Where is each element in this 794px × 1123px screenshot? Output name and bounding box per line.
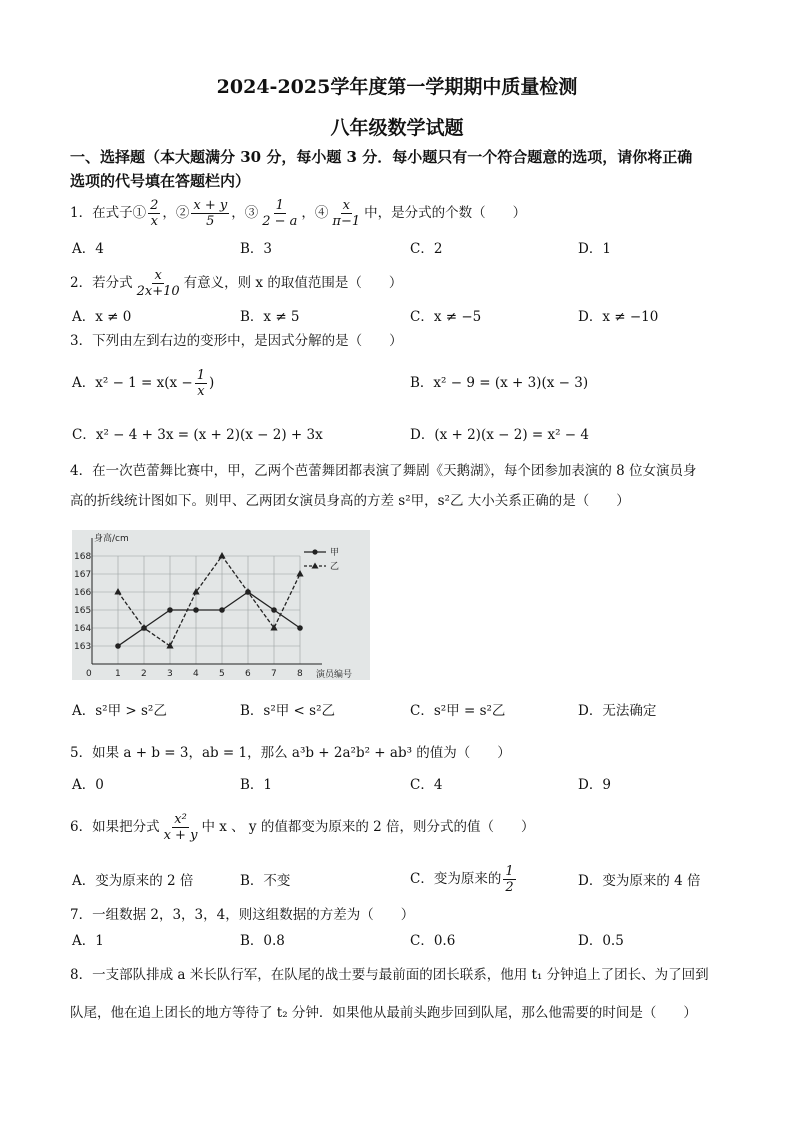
q2-fraction	[135, 268, 182, 299]
q1-f1-numerator: 2	[150, 198, 159, 213]
q1-sep-4: ，④	[301, 205, 329, 221]
q1-fraction-3	[260, 198, 299, 229]
q7-option-a[interactable]: A．1	[72, 933, 104, 949]
series-1-point	[219, 607, 225, 613]
chart-svg	[72, 530, 370, 680]
q1-f2-numerator: x + y	[193, 198, 228, 213]
series-line-2	[118, 556, 300, 646]
y-tick-label: 168	[74, 552, 92, 562]
x-tick-label: 6	[245, 669, 251, 679]
q1-f4-denominator: π−1	[332, 214, 361, 229]
page-title: 2024-2025学年度第一学期期中质量检测	[216, 76, 578, 98]
q1-sep-2: ，②	[162, 205, 190, 221]
q6-c-denominator: 2	[505, 880, 514, 895]
x-tick-label: 8	[297, 669, 303, 679]
q6-denominator: x + y	[163, 828, 198, 843]
question-4-stem-line1: 4．在一次芭蕾舞比赛中，甲，乙两个芭蕾舞团都表演了舞剧《天鹅湖》，每个团参加表演的 8 位女演员身	[70, 463, 697, 479]
q3-a-numerator: 1	[196, 368, 206, 383]
q5-option-d[interactable]: D．9	[578, 777, 611, 793]
page-subtitle: 八年级数学试题	[330, 117, 464, 139]
q3-option-d[interactable]: D．(x + 2)(x − 2) = x² − 4	[410, 427, 589, 443]
q3-a-fraction	[195, 368, 207, 399]
q2-denominator: 2x+10	[136, 284, 180, 299]
question-8-stem-line2: 队尾，他在追上团长的地方等待了 t₂ 分钟．如果他从最前头跑步回到队尾，那么他需要的时间是（ ）	[70, 1005, 697, 1021]
q6-fraction	[162, 812, 200, 843]
x-tick-label: 0	[86, 669, 92, 679]
series-2-point	[114, 588, 121, 595]
chart-xlabel: 演员编号	[316, 670, 353, 680]
chart-axes	[92, 538, 322, 664]
x-tick-label: 5	[219, 669, 225, 679]
y-tick-label: 167	[74, 570, 92, 580]
q3-a-open: (x −	[164, 375, 193, 391]
q5-option-c[interactable]: C．4	[410, 777, 443, 793]
series-1-point	[167, 607, 173, 613]
q1-option-d[interactable]: D．1	[578, 241, 611, 257]
q5-option-b[interactable]: B．1	[240, 777, 273, 793]
legend-marker-1	[312, 549, 317, 554]
q1-option-a[interactable]: A．4	[72, 241, 104, 257]
q2-numerator: x	[154, 268, 162, 283]
q2-prefix: 2．若分式	[70, 275, 133, 291]
series-line-1	[118, 592, 300, 646]
q3-a-close: )	[209, 375, 215, 391]
q2-option-b[interactable]: B．x ≠ 5	[240, 309, 300, 325]
q2-option-c[interactable]: C．x ≠ −5	[410, 309, 482, 325]
question-8-stem-line1: 8．一支部队排成 a 米长队行军，在队尾的战士要与最前面的团长联系，他用 t₁ 分钟追上了团长、为了回到	[70, 967, 709, 983]
q4-option-b[interactable]: B．s²甲 < s²乙	[240, 703, 335, 719]
q6-numerator: x²	[174, 812, 187, 827]
q2-option-a[interactable]: A．x ≠ 0	[72, 309, 132, 325]
q1-option-b[interactable]: B．3	[240, 241, 273, 257]
series-2-point	[218, 552, 225, 559]
series-2-point	[166, 642, 173, 649]
x-tick-label: 1	[115, 669, 121, 679]
series-1-point	[297, 625, 303, 631]
series-1-point	[115, 643, 121, 649]
q6-option-b[interactable]: B．不变	[240, 873, 291, 889]
question-2-stem	[70, 268, 402, 299]
x-tick-label: 4	[193, 669, 199, 679]
q3-a-denominator: x	[197, 384, 205, 399]
question-5-stem: 5．如果 a + b = 3，ab = 1，那么 a³b + 2a²b² + ab³ 的值为（ ）	[70, 745, 511, 761]
height-line-chart	[72, 530, 370, 680]
q3-option-c[interactable]: C．x² − 4 + 3x = (x + 2)(x − 2) + 3x	[72, 427, 323, 443]
q7-option-c[interactable]: C．0.6	[410, 933, 456, 949]
legend-label-2: 乙	[330, 562, 340, 572]
question-6-stem	[70, 812, 535, 843]
q4-option-c[interactable]: C．s²甲 = s²乙	[410, 703, 506, 719]
q3-option-b[interactable]: B．x² − 9 = (x + 3)(x − 3)	[410, 375, 589, 391]
q1-fraction-2	[191, 198, 229, 229]
x-tick-label: 7	[271, 669, 277, 679]
legend-marker-2	[312, 563, 319, 569]
q7-option-d[interactable]: D．0.5	[578, 933, 624, 949]
q2-option-d[interactable]: D．x ≠ −10	[578, 309, 659, 325]
chart-series	[114, 552, 303, 649]
q1-fraction-4	[330, 198, 362, 229]
q1-f3-numerator: 1	[275, 198, 284, 213]
q5-option-a[interactable]: A．0	[72, 777, 104, 793]
q6-c-fraction	[503, 864, 515, 895]
y-tick-label: 166	[74, 588, 92, 598]
q4-option-a[interactable]: A．s²甲 > s²乙	[72, 703, 167, 719]
question-3-stem: 3．下列由左到右边的变形中，是因式分解的是（ ）	[70, 333, 403, 349]
chart-ticks	[74, 552, 303, 679]
y-tick-label: 163	[74, 642, 92, 652]
q6-prefix: 6．如果把分式	[70, 819, 160, 835]
q6-option-a[interactable]: A．变为原来的 2 倍	[72, 873, 194, 889]
y-tick-label: 165	[74, 606, 92, 616]
q1-f3-denominator: 2 − a	[262, 214, 298, 229]
q1-f1-denominator: x	[150, 214, 158, 229]
question-4-stem-line2: 高的折线统计图如下。则甲、乙两团女演员身高的方差 s²甲，s²乙 大小关系正确的是（ ）	[70, 493, 630, 509]
q7-option-b[interactable]: B．0.8	[240, 933, 285, 949]
q3-option-a[interactable]	[72, 368, 214, 399]
section-heading-line1: 一、选择题（本大题满分 30 分，每小题 3 分．每小题只有一个符合题意的选项，请你将正确	[70, 148, 693, 166]
question-1-stem	[70, 198, 526, 229]
q2-suffix: 有意义，则 x 的取值范围是（ ）	[183, 275, 403, 291]
q1-option-c[interactable]: C．2	[410, 241, 443, 257]
q6-suffix: 中 x 、 y 的值都变为原来的 2 倍，则分式的值（ ）	[201, 819, 535, 835]
q6-c-numerator: 1	[505, 864, 514, 879]
q1-prefix: 1．在式子①	[70, 205, 147, 221]
q6-option-d[interactable]: D．变为原来的 4 倍	[578, 873, 701, 889]
q1-fraction-1	[148, 198, 160, 229]
x-tick-label: 3	[167, 669, 173, 679]
q6-c-prefix: C．变为原来的	[410, 871, 502, 887]
series-1-point	[193, 607, 199, 613]
legend-label-1: 甲	[330, 548, 340, 558]
chart-ylabel: 身高/cm	[94, 534, 129, 544]
x-tick-label: 2	[141, 669, 147, 679]
series-1-point	[271, 607, 277, 613]
q1-suffix: 中，是分式的个数（ ）	[364, 205, 527, 221]
series-2-point	[296, 570, 303, 577]
q1-sep-3: ，③	[231, 205, 259, 221]
q6-option-c[interactable]	[410, 864, 518, 895]
q4-option-d[interactable]: D．无法确定	[578, 703, 657, 719]
q1-f2-denominator: 5	[206, 214, 215, 229]
section-heading-line2: 选项的代号填在答题栏内）	[70, 172, 251, 190]
q1-f4-numerator: x	[342, 198, 350, 213]
q3-a-prefix: A．x² − 1 = x	[72, 375, 165, 391]
question-7-stem: 7．一组数据 2，3，3，4，则这组数据的方差为（ ）	[70, 907, 415, 923]
y-tick-label: 164	[74, 624, 92, 634]
chart-legend	[304, 547, 339, 572]
